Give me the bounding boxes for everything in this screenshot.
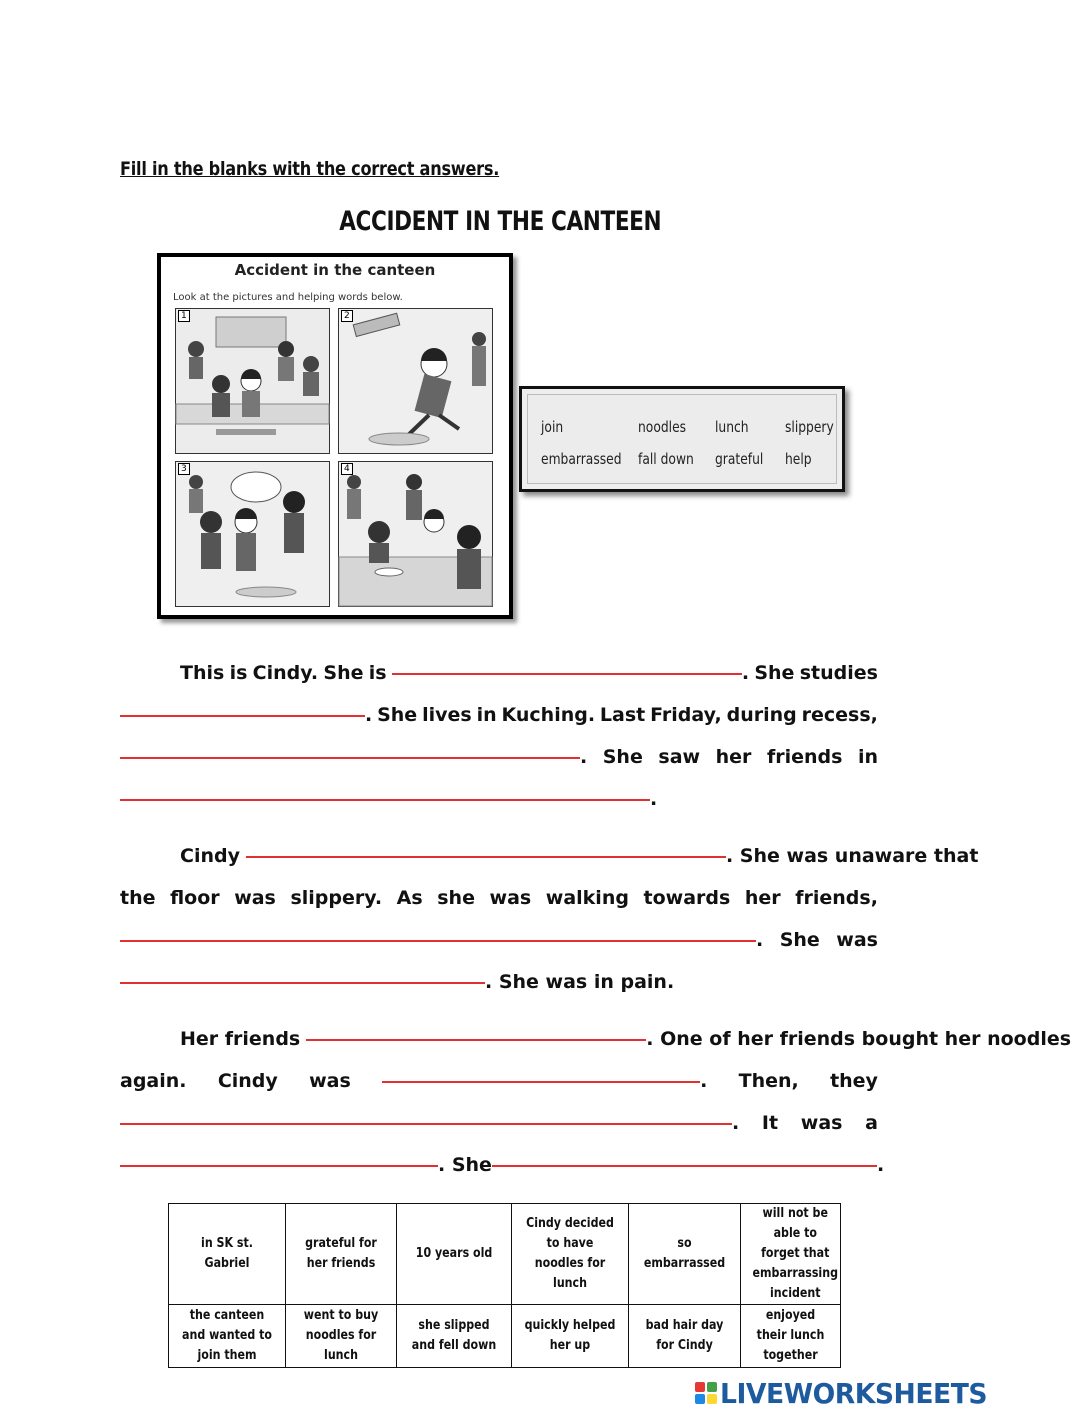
answer-option[interactable]: 10 years old <box>397 1204 512 1305</box>
logo-text: LIVEWORKSHEETS <box>720 1376 988 1410</box>
helping-word: noodles <box>638 418 687 436</box>
passage-word: her <box>744 887 781 909</box>
answer-option[interactable]: went to buy noodles for lunch <box>286 1305 397 1368</box>
answer-option[interactable]: bad hair day for Cindy <box>629 1305 741 1368</box>
passage-word: floor <box>170 887 220 909</box>
answer-options-table <box>168 1203 841 1368</box>
passage-paragraph-1 <box>120 652 878 820</box>
helping-words-box <box>519 386 845 492</box>
passage-paragraph-2 <box>120 835 979 1003</box>
passage-word: . <box>741 662 750 684</box>
answer-option[interactable]: she slipped and fell down <box>397 1305 512 1368</box>
passage-word: is <box>229 662 248 684</box>
passage-word: She <box>754 662 795 684</box>
passage-word: Then, <box>738 1070 799 1092</box>
answer-blank[interactable] <box>120 799 650 801</box>
passage-word: . She was unaware that <box>725 845 979 867</box>
passage-word: friends <box>766 746 843 768</box>
passage-word: Her friends <box>180 1028 301 1050</box>
logo-square <box>695 1394 705 1404</box>
answer-blank[interactable] <box>306 1039 646 1041</box>
passage-word: Kuching. <box>501 704 596 726</box>
comic-panel-2 <box>338 308 493 454</box>
slipping-girl-illustration <box>339 309 492 453</box>
answer-blank[interactable] <box>120 982 485 984</box>
answer-options-row <box>169 1204 841 1305</box>
panel-number: 1 <box>178 310 190 322</box>
passage-word: Cindy. <box>252 662 319 684</box>
passage-word: saw <box>658 746 701 768</box>
helping-word: help <box>785 450 812 468</box>
passage-word: She <box>602 746 643 768</box>
passage-word: . <box>365 704 373 726</box>
helping-word: grateful <box>715 450 764 468</box>
answer-blank[interactable] <box>120 1165 438 1167</box>
passage-word: Cindy <box>217 1070 278 1092</box>
passage-word: recess, <box>801 704 878 726</box>
answer-option[interactable]: Cindy decided to have noodles for lunch <box>512 1204 629 1305</box>
passage-word: Friday, <box>650 704 722 726</box>
passage-word: during <box>726 704 797 726</box>
passage-word: . <box>700 1070 708 1092</box>
comic-panel-1 <box>175 308 330 454</box>
logo-squares-icon <box>695 1382 717 1404</box>
answer-blank[interactable] <box>120 715 365 717</box>
picture-subtitle: Look at the pictures and helping words below. <box>173 292 403 303</box>
passage-word: Last <box>599 704 646 726</box>
passage-word: . One of her friends bought her noodles <box>646 1028 1071 1050</box>
helping-word: join <box>541 418 564 436</box>
answer-blank[interactable] <box>120 757 580 759</box>
passage-word: This <box>180 662 225 684</box>
passage-word: the <box>120 887 156 909</box>
passage-word: was <box>800 1112 843 1134</box>
canteen-scene-illustration <box>176 309 329 453</box>
answer-option[interactable]: in SK st. Gabriel <box>169 1204 286 1305</box>
passage-word: It <box>761 1112 779 1134</box>
passage-word: is <box>368 662 387 684</box>
passage-word: . <box>732 1112 740 1134</box>
passage-word: . <box>580 746 588 768</box>
answer-options-row <box>169 1305 841 1368</box>
passage-word: in <box>857 746 878 768</box>
answer-option[interactable]: quickly helped her up <box>512 1305 629 1368</box>
answer-blank[interactable] <box>246 856 726 858</box>
answer-blank[interactable] <box>492 1165 877 1167</box>
passage-word: friends, <box>795 887 878 909</box>
passage-paragraph-3 <box>120 1018 1071 1186</box>
passage-word: studies <box>799 662 878 684</box>
liveworksheets-logo[interactable] <box>695 1376 1001 1410</box>
helping-word: lunch <box>715 418 749 436</box>
passage-word: in <box>476 704 497 726</box>
comic-panel-3 <box>175 461 330 607</box>
passage-word: was <box>234 887 276 909</box>
passage-word: She <box>323 662 364 684</box>
logo-square <box>707 1382 717 1392</box>
friends-helping-illustration <box>176 462 329 606</box>
panel-number: 4 <box>341 463 353 475</box>
eating-together-illustration <box>339 462 492 606</box>
panel-number: 3 <box>178 463 190 475</box>
logo-square <box>695 1382 705 1392</box>
helping-word: fall down <box>638 450 694 468</box>
helping-word: embarrassed <box>541 450 622 468</box>
worksheet-title: ACCIDENT IN THE CANTEEN <box>339 206 661 237</box>
comic-picture <box>157 253 513 619</box>
picture-title: Accident in the canteen <box>234 261 436 279</box>
helping-word: slippery <box>785 418 834 436</box>
passage-word: She <box>779 929 820 951</box>
passage-word: . <box>650 788 658 810</box>
passage-word: . She was in pain. <box>485 971 675 993</box>
passage-word: towards <box>643 887 731 909</box>
logo-square <box>707 1394 717 1404</box>
passage-word: . <box>876 1154 885 1176</box>
passage-word: was <box>309 1070 351 1092</box>
comic-panel-4 <box>338 461 493 607</box>
answer-option[interactable]: enjoyed their lunch together <box>741 1305 841 1368</box>
answer-blank[interactable] <box>120 940 756 942</box>
passage-word: . She <box>438 1154 492 1176</box>
answer-blank[interactable] <box>120 1123 732 1125</box>
passage-word: was <box>489 887 532 909</box>
answer-blank[interactable] <box>392 673 742 675</box>
passage-word: was <box>836 929 878 951</box>
passage-word: again. <box>120 1070 187 1092</box>
passage-word: She <box>377 704 418 726</box>
answer-option[interactable]: the canteen and wanted to join them <box>169 1305 286 1368</box>
passage-word: they <box>830 1070 878 1092</box>
passage-word: walking <box>545 887 629 909</box>
passage-word: As <box>396 887 423 909</box>
passage-word: she <box>437 887 475 909</box>
panel-number: 2 <box>341 310 353 322</box>
passage-word: Cindy <box>180 845 240 867</box>
answer-option[interactable]: so embarrassed <box>629 1204 741 1305</box>
passage-word: her <box>715 746 752 768</box>
passage-word: a <box>865 1112 878 1134</box>
passage-word: . <box>756 929 764 951</box>
answer-option[interactable]: grateful for her friends <box>286 1204 397 1305</box>
instruction-text: Fill in the blanks with the correct answers. <box>120 158 500 180</box>
passage-word: lives <box>422 704 472 726</box>
passage-word: slippery. <box>290 887 383 909</box>
answer-option[interactable]: will not be able to forget that embarrassing incident <box>741 1204 841 1305</box>
answer-blank[interactable] <box>382 1081 700 1083</box>
